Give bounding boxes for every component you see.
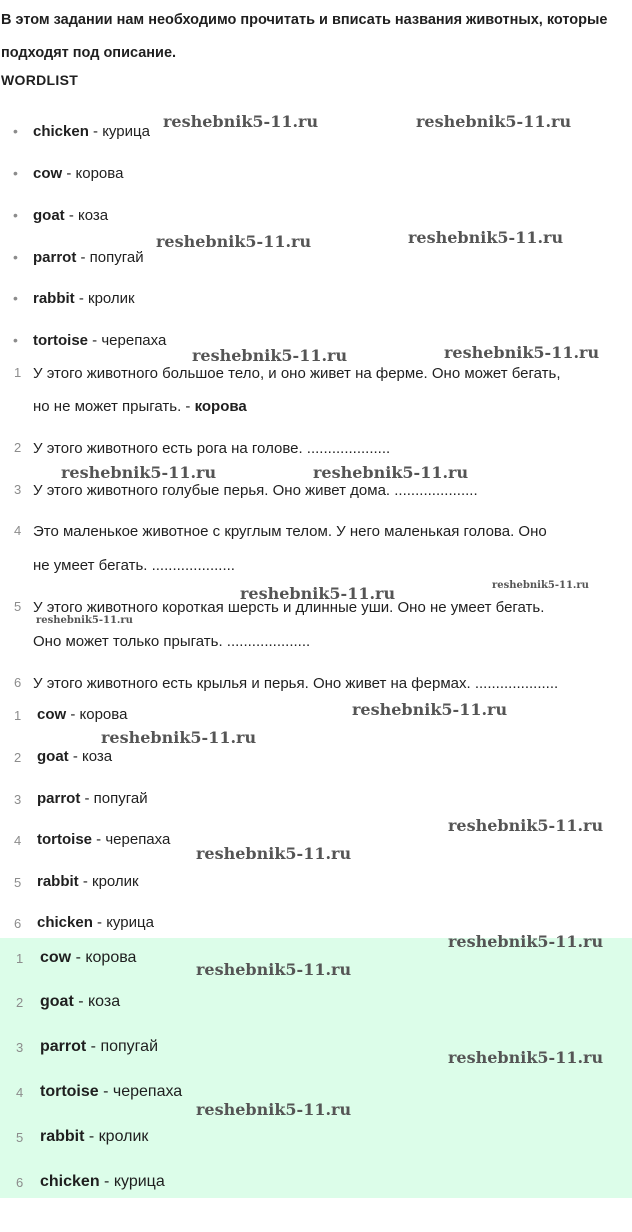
answer-number: 2 bbox=[14, 750, 22, 765]
answer-translation: - коза bbox=[73, 993, 121, 1010]
watermark: reshebnik5-11.ru bbox=[36, 615, 133, 626]
question-number: 3 bbox=[14, 482, 22, 497]
answer-translation: - черепаха bbox=[98, 1083, 183, 1100]
answer-word: chicken bbox=[40, 1173, 100, 1190]
translation: - курица bbox=[88, 123, 150, 140]
answer-translation: - курица bbox=[92, 914, 154, 931]
translation: - коза bbox=[64, 207, 109, 224]
answer-number: 1 bbox=[14, 708, 22, 723]
question-number: 1 bbox=[14, 365, 22, 380]
answer-word: tortoise bbox=[40, 1083, 99, 1100]
watermark: reshebnik5-11.ru bbox=[408, 228, 564, 247]
question-text: У этого животного есть рога на голове. .................... bbox=[33, 440, 391, 457]
translation: - черепаха bbox=[88, 332, 167, 349]
answer-number: 6 bbox=[16, 1175, 24, 1190]
word: tortoise bbox=[33, 332, 89, 349]
answer-word: rabbit bbox=[40, 1128, 85, 1145]
answer-translation: - кролик bbox=[78, 873, 139, 890]
bullet-icon: • bbox=[13, 165, 18, 181]
answer-translation: - корова bbox=[71, 949, 137, 966]
translation: - попугай bbox=[76, 249, 144, 266]
word: cow bbox=[33, 165, 63, 182]
bullet-icon: • bbox=[13, 207, 18, 223]
watermark: reshebnik5-11.ru bbox=[444, 343, 600, 362]
bullet-icon: • bbox=[13, 123, 18, 139]
question-text: У этого животного короткая шерсть и длинные уши. Оно не умеет бегать. bbox=[33, 599, 545, 616]
answer-translation: - курица bbox=[99, 1173, 165, 1190]
watermark: reshebnik5-11.ru bbox=[313, 463, 469, 482]
watermark: reshebnik5-11.ru bbox=[416, 112, 572, 131]
answer-translation: - корова bbox=[66, 706, 128, 723]
watermark: reshebnik5-11.ru bbox=[196, 844, 352, 863]
question-text: У этого животного голубые перья. Оно живет дома. .................... bbox=[33, 482, 478, 499]
watermark: reshebnik5-11.ru bbox=[492, 580, 589, 591]
watermark: reshebnik5-11.ru bbox=[196, 960, 352, 979]
answer-translation: - черепаха bbox=[92, 831, 171, 848]
watermark: reshebnik5-11.ru bbox=[448, 932, 604, 951]
answer-translation: - коза bbox=[68, 748, 113, 765]
answer-number: 4 bbox=[16, 1085, 24, 1100]
question-text: У этого животного большое тело, и оно живет на ферме. Оно может бегать, bbox=[33, 365, 561, 382]
answer-word: goat bbox=[40, 993, 74, 1010]
answer-number: 2 bbox=[16, 995, 24, 1010]
question-number: 4 bbox=[14, 523, 22, 538]
watermark: reshebnik5-11.ru bbox=[61, 463, 217, 482]
translation: - кролик bbox=[74, 290, 135, 307]
question-text-line2: Оно может только прыгать. .................... bbox=[33, 633, 311, 650]
answer-word: chicken bbox=[37, 914, 93, 931]
answer-number: 5 bbox=[16, 1130, 24, 1145]
question-number: 2 bbox=[14, 440, 22, 455]
word: chicken bbox=[33, 123, 89, 140]
question-number: 5 bbox=[14, 599, 22, 614]
answer-number: 3 bbox=[16, 1040, 24, 1055]
question-text-line2: но не может прыгать. - корова bbox=[33, 398, 247, 415]
watermark: reshebnik5-11.ru bbox=[156, 232, 312, 251]
watermark: reshebnik5-11.ru bbox=[101, 728, 257, 747]
word: rabbit bbox=[33, 290, 75, 307]
word: goat bbox=[33, 207, 65, 224]
answer-number: 1 bbox=[16, 951, 24, 966]
answer-word: корова bbox=[194, 398, 247, 415]
answer-word: cow bbox=[37, 706, 67, 723]
watermark: reshebnik5-11.ru bbox=[448, 1048, 604, 1067]
bullet-icon: • bbox=[13, 332, 18, 348]
wordlist-heading: WORDLIST bbox=[1, 72, 79, 88]
watermark: reshebnik5-11.ru bbox=[196, 1100, 352, 1119]
answer-number: 5 bbox=[14, 875, 22, 890]
question-text: Это маленькое животное с круглым телом. У него маленькая голова. Оно bbox=[33, 523, 547, 540]
answer-number: 4 bbox=[14, 833, 22, 848]
answer-word: parrot bbox=[37, 790, 81, 807]
answer-word: rabbit bbox=[37, 873, 79, 890]
answer-translation: - попугай bbox=[80, 790, 148, 807]
watermark: reshebnik5-11.ru bbox=[192, 346, 348, 365]
answer-word: cow bbox=[40, 949, 72, 966]
word: parrot bbox=[33, 249, 77, 266]
question-text: У этого животного есть крылья и перья. Оно живет на фермах. .................... bbox=[33, 675, 559, 692]
task-instruction: В этом задании нам необходимо прочитать и вписать названия животных, которые подходят под описание. bbox=[1, 12, 608, 61]
answer-word: goat bbox=[37, 748, 69, 765]
answer-word: tortoise bbox=[37, 831, 93, 848]
watermark: reshebnik5-11.ru bbox=[240, 584, 396, 603]
answer-translation: - кролик bbox=[84, 1128, 149, 1145]
question-number: 6 bbox=[14, 675, 22, 690]
bullet-icon: • bbox=[13, 249, 18, 265]
translation: - корова bbox=[62, 165, 124, 182]
watermark: reshebnik5-11.ru bbox=[448, 816, 604, 835]
watermark: reshebnik5-11.ru bbox=[163, 112, 319, 131]
answer-number: 6 bbox=[14, 916, 22, 931]
watermark: reshebnik5-11.ru bbox=[352, 700, 508, 719]
bullet-icon: • bbox=[13, 290, 18, 306]
answer-number: 3 bbox=[14, 792, 22, 807]
question-text-line2: не умеет бегать. .................... bbox=[33, 557, 235, 574]
answer-translation: - попугай bbox=[86, 1038, 158, 1055]
answer-word: parrot bbox=[40, 1038, 87, 1055]
